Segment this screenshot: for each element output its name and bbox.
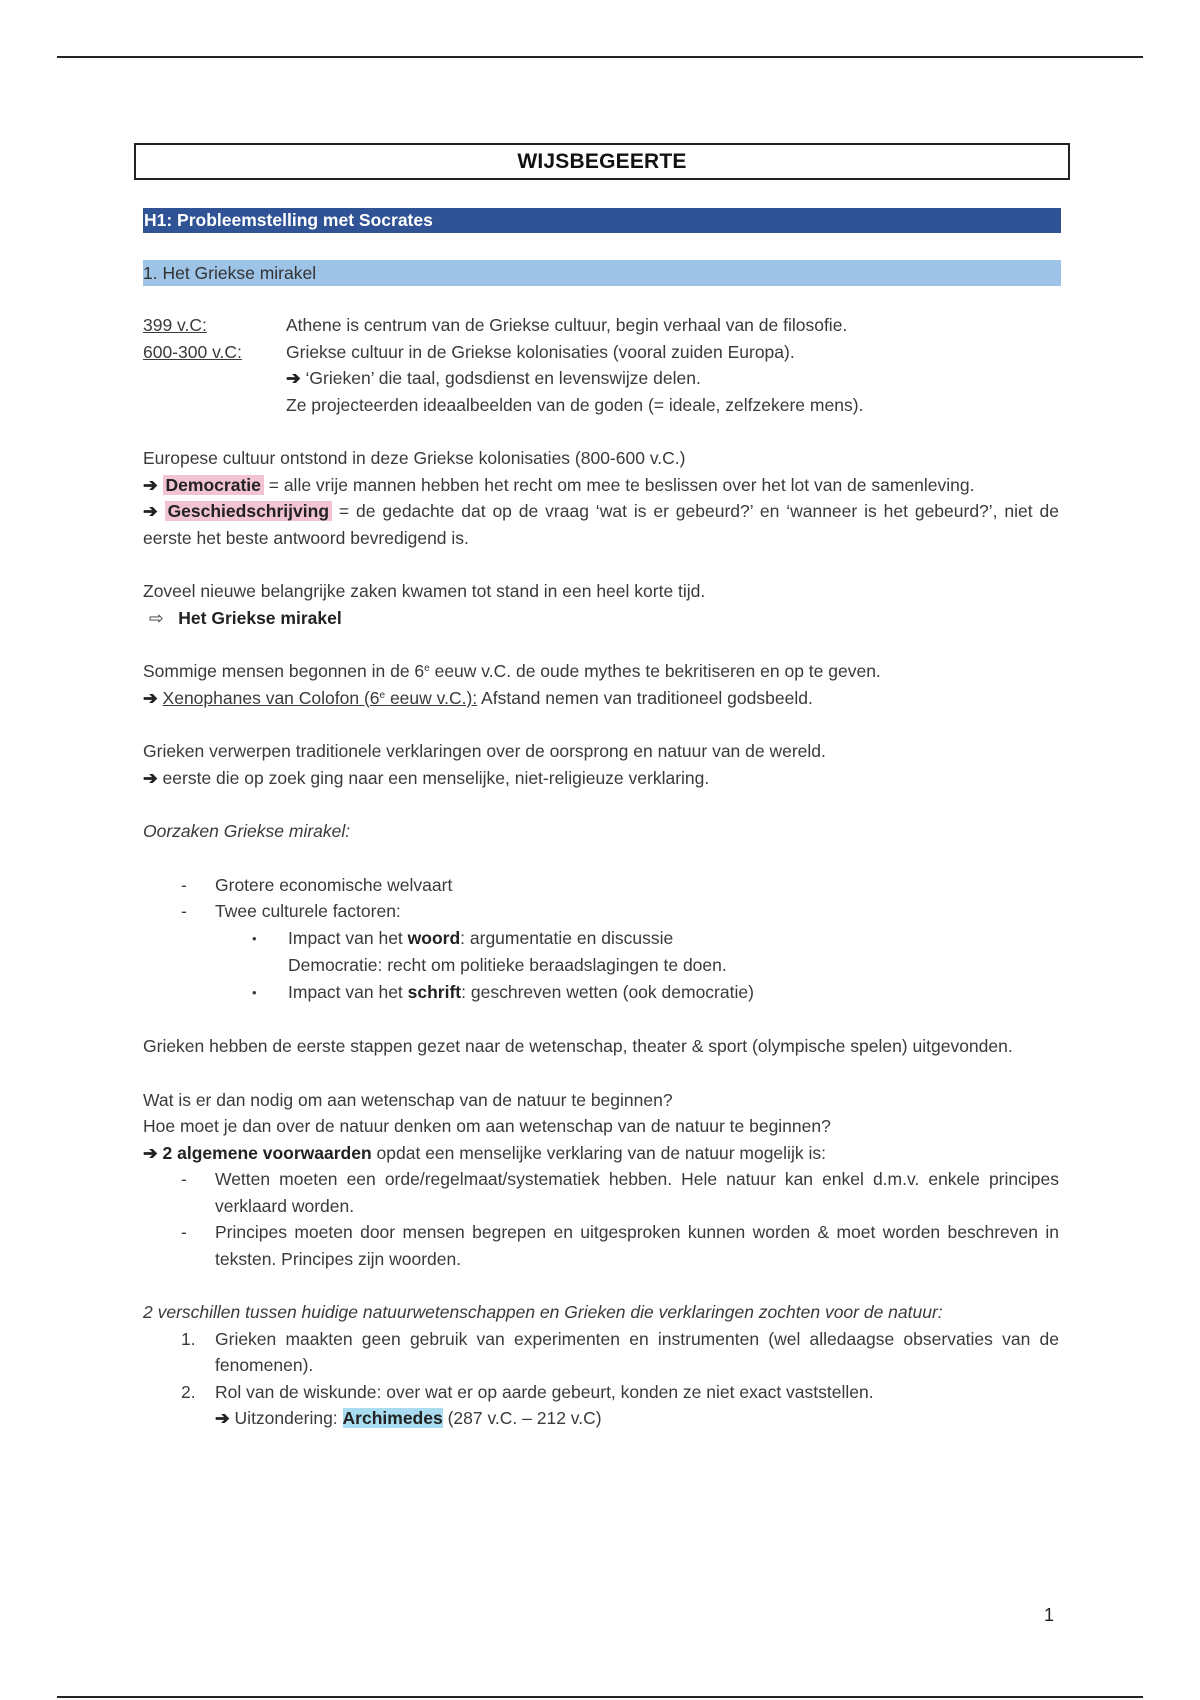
text-run: : geschreven wetten (ook democratie) xyxy=(461,981,754,1002)
number-marker: 2. xyxy=(181,1381,196,1402)
verklaring-block xyxy=(143,738,1059,791)
europe-intro: Europese cultuur ontstond in deze Griekse kolonisaties (800-600 v.C.) xyxy=(143,448,686,468)
voorwaarden-line xyxy=(143,1140,1059,1167)
timeline-note: Ze projecteerden ideaalbeelden van de goden (= ideale, zelfzekere mens). xyxy=(286,394,864,415)
list-item-text: Grotere economische welvaart xyxy=(215,874,453,895)
timeline-block xyxy=(143,312,1059,418)
dash-marker: - xyxy=(181,1222,187,1242)
bottom-rule xyxy=(57,1696,1143,1698)
dash-marker: - xyxy=(181,1169,187,1189)
timeline-text: Griekse cultuur in de Griekse kolonisaties (vooral zuiden Europa). xyxy=(286,341,795,362)
timeline-note xyxy=(143,365,1059,392)
definition-text: = de gedachte dat op de vraag ‘wat is er gebeurd?’ en ‘wanneer is het gebeurd?’, niet de eerste het beste antwoord bevredigend is. xyxy=(143,501,1059,548)
dash-marker: - xyxy=(181,874,187,895)
mirakel-block xyxy=(143,578,1059,631)
superscript: e xyxy=(379,689,386,701)
chapter-heading-text: H1: Probleemstelling met Socrates xyxy=(144,210,433,230)
bullet-item xyxy=(143,925,1059,953)
open-arrow-icon: ⇨ xyxy=(149,607,164,628)
verschillen-block xyxy=(143,1299,1059,1432)
term-archimedes: Archimedes xyxy=(342,1408,443,1428)
voorwaarden-block xyxy=(143,1087,1059,1273)
timeline-date: 399 v.C: xyxy=(143,315,207,335)
text-run: opdat een menselijke verklaring van de natuur mogelijk is: xyxy=(371,1142,826,1163)
text-run: Xenophanes van Colofon (6 xyxy=(162,687,380,708)
document-page xyxy=(143,143,1059,1432)
text-run: : argumentatie en discussie xyxy=(460,927,674,948)
question-line: Wat is er dan nodig om aan wetenschap van de natuur te beginnen? xyxy=(143,1089,673,1110)
arrow-icon: ➔ xyxy=(215,1408,230,1428)
list-item-text: Principes moeten door mensen begrepen en uitgesproken kunnen worden & moet worden beschreven in teksten. Principes zijn woorden. xyxy=(215,1222,1059,1269)
numbered-item xyxy=(143,1379,1059,1406)
list-item xyxy=(143,1219,1059,1272)
numbered-item-text: Rol van de wiskunde: over wat er op aarde gebeurt, konden ze niet exact vaststellen. xyxy=(215,1381,874,1402)
wetenschap-paragraph: Grieken hebben de eerste stappen gezet naar de wetenschap, theater & sport (olympische spelen) uitgevonden. xyxy=(143,1036,1013,1056)
arrow-icon: ➔ xyxy=(143,474,158,495)
xenophanes-name xyxy=(163,688,478,708)
list-item xyxy=(143,898,1059,925)
arrow-icon: ➔ xyxy=(143,1142,158,1163)
text-run: Afstand nemen van traditioneel godsbeeld. xyxy=(477,687,813,708)
text-run: Sommige mensen begonnen in de 6 xyxy=(143,661,425,681)
bullet-continuation: Democratie: recht om politieke beraadslagingen te doen. xyxy=(288,955,727,975)
bullet-icon: • xyxy=(252,930,257,946)
mythes-intro xyxy=(143,658,1059,685)
term-geschiedschrijving: Geschiedschrijving xyxy=(165,501,332,521)
mirakel-conclusion-text: Het Griekse mirakel xyxy=(178,607,342,628)
oorzaken-block xyxy=(143,818,1059,1006)
xenophanes-line xyxy=(143,685,1059,712)
arrow-icon: ➔ xyxy=(286,368,301,388)
bold-term: woord xyxy=(407,927,461,948)
list-item xyxy=(143,872,1059,899)
number-marker: 1. xyxy=(181,1328,196,1349)
timeline-date: 600-300 v.C: xyxy=(143,341,242,362)
question-line: Hoe moet je dan over de natuur denken om aan wetenschap van de natuur te beginnen? xyxy=(143,1116,831,1136)
numbered-item xyxy=(143,1326,1059,1379)
list-item-text: Wetten moeten een orde/regelmaat/systematiek hebben. Hele natuur kan enkel d.m.v. enkele principes verklaard worden. xyxy=(215,1169,1059,1216)
timeline-row xyxy=(143,312,1059,339)
geschiedschrijving-definition xyxy=(143,498,1059,551)
text-run: eeuw v.C.): xyxy=(385,687,478,708)
list-item-text: Twee culturele factoren: xyxy=(215,901,401,921)
verklaring-intro: Grieken verwerpen traditionele verklaringen over de oorsprong en natuur van de wereld. xyxy=(143,741,826,761)
section-heading-text: 1. Het Griekse mirakel xyxy=(143,262,317,283)
superscript: e xyxy=(424,663,430,674)
verschillen-heading: 2 verschillen tussen huidige natuurwetenschappen en Grieken die verklaringen zochten voor de natuur: xyxy=(143,1302,943,1322)
text-run: (287 v.C. – 212 v.C) xyxy=(442,1408,602,1428)
mythes-block xyxy=(143,658,1059,711)
list-item xyxy=(143,1166,1059,1219)
bullet-text xyxy=(288,925,673,953)
top-rule xyxy=(57,56,1143,58)
bullet-text xyxy=(288,979,754,1007)
text-run: eeuw v.C. de oude mythes te bekritiseren en op te geven. xyxy=(429,661,881,681)
text-run: Impact van het xyxy=(288,927,408,948)
page-number: 1 xyxy=(1044,1605,1055,1625)
bullet-item xyxy=(143,979,1059,1007)
definition-text: = alle vrije mannen hebben het recht om mee te beslissen over het lot van de samenleving. xyxy=(263,474,975,495)
mirakel-intro: Zoveel nieuwe belangrijke zaken kwamen tot stand in een heel korte tijd. xyxy=(143,581,706,601)
term-democratie: Democratie xyxy=(163,475,264,495)
text-run: Impact van het xyxy=(288,981,408,1002)
exception-line xyxy=(143,1405,1059,1432)
dash-marker: - xyxy=(181,901,187,921)
verklaring-text: eerste die op zoek ging naar een menselijke, niet-religieuze verklaring. xyxy=(162,767,710,788)
europe-block xyxy=(143,445,1059,551)
chapter-heading xyxy=(143,208,1061,233)
timeline-row xyxy=(143,339,1059,366)
verklaring-arrow-line xyxy=(143,765,1059,792)
section-heading xyxy=(143,260,1061,286)
timeline-text: Athene is centrum van de Griekse cultuur, begin verhaal van de filosofie. xyxy=(286,315,848,335)
oorzaken-heading: Oorzaken Griekse mirakel: xyxy=(143,821,351,841)
democratie-definition xyxy=(143,472,1059,499)
arrow-icon: ➔ xyxy=(143,767,158,788)
voorwaarden-bold: 2 algemene voorwaarden xyxy=(162,1142,372,1163)
arrow-icon: ➔ xyxy=(143,687,158,708)
numbered-item-text: Grieken maakten geen gebruik van experimenten en instrumenten (wel alledaagse observaties van de fenomenen). xyxy=(215,1328,1059,1375)
text-run: Uitzondering: xyxy=(234,1408,343,1428)
arrow-icon: ➔ xyxy=(143,501,158,521)
mirakel-conclusion xyxy=(143,605,1059,632)
bold-term: schrift xyxy=(407,981,462,1002)
document-title: WIJSBEGEERTE xyxy=(134,143,1070,180)
bullet-icon: • xyxy=(252,984,257,1000)
timeline-note-text: ‘Grieken’ die taal, godsdienst en levenswijze delen. xyxy=(305,368,701,388)
